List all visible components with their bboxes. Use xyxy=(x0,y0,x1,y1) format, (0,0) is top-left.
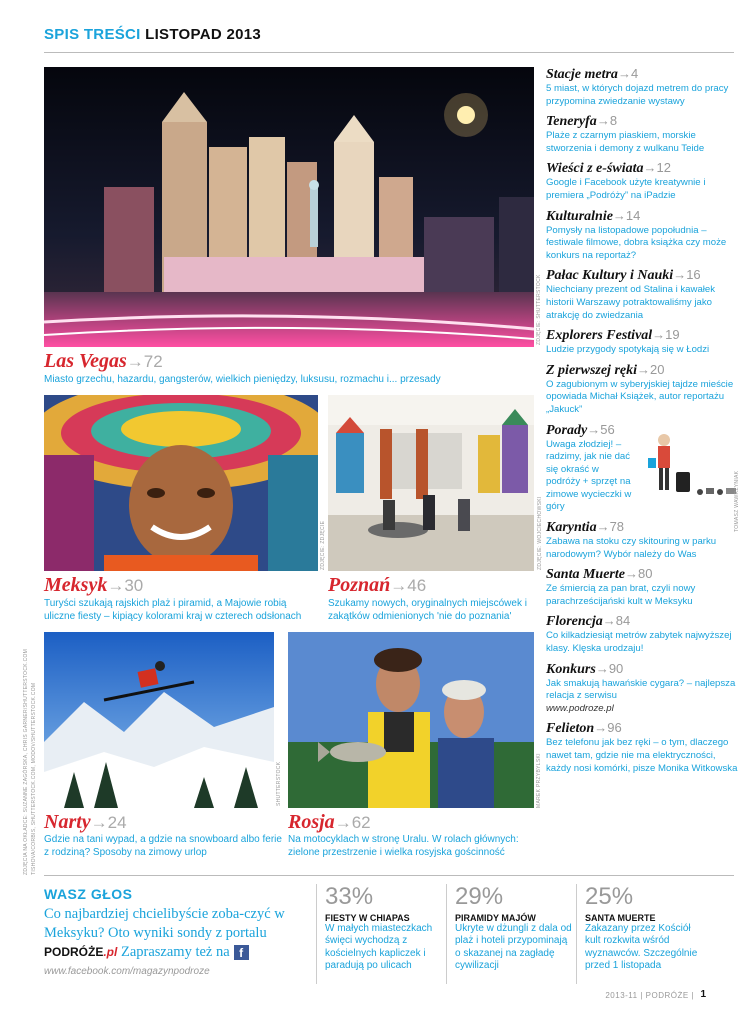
page-ref: →96 xyxy=(594,720,622,736)
photo-credit: ZDJĘCIE: SHUTTERSTOCK xyxy=(536,274,542,345)
page-ref: →78 xyxy=(596,519,625,535)
page-ref: →16 xyxy=(673,267,701,283)
toc-entry-desc: Plaże z czarnym piaskiem, morskie stworzenia i demony z wulkanu Teide xyxy=(546,130,705,154)
cover-credit: TISHOVA/CORBIS, SHUTTERSTOCK.COM, MODOV/SHUTTERSTOCK.COM xyxy=(31,682,37,875)
toc-entry-title: Z pierwszej ręki xyxy=(546,362,637,378)
page-ref: →56 xyxy=(587,421,615,437)
toc-entry-title: Santa Muerte xyxy=(546,567,625,583)
toc-entry-desc: O zagubionym w syberyjskiej tajdze mieście opowiada Michał Książek, autor reportażu „Jakuck” xyxy=(546,378,734,415)
vote-title: WASZ GŁOS xyxy=(44,886,133,902)
page-ref: →14 xyxy=(612,207,641,223)
feature-desc-rosja: Na motocyklach w stronę Uralu. W rolach głównych: zielone przestrzenie i wielka rosyjska gościnność xyxy=(288,834,519,858)
feature-title-text: Narty xyxy=(44,811,91,833)
vote-divider xyxy=(44,875,734,876)
toc-entry-title: Teneryfa xyxy=(546,114,597,130)
toc-entry-desc: Zabawa na stoku czy skitouring w parku narodowym? Wybór należy do Was xyxy=(546,536,717,560)
toc-entry[interactable] xyxy=(546,422,742,515)
photo-credit: ZDJĘCIE: ZDJĘCIE xyxy=(320,520,326,570)
feature-title-narty[interactable] xyxy=(44,811,127,834)
las-vegas-photo[interactable] xyxy=(44,67,534,347)
page-ref: →24 xyxy=(90,813,127,832)
toc-entry[interactable] xyxy=(546,113,742,155)
feature-desc-poznan: Szukamy nowych, oryginalnych miejscówek i zakątków odmienionych 'nie do poznania' xyxy=(328,598,527,622)
meksyk-photo[interactable] xyxy=(44,395,318,571)
facebook-link[interactable]: www.facebook.com/magazynpodroze xyxy=(44,966,210,977)
toc-entry-desc: Co kilkadziesiąt metrów zabytek najwyższej klasy. Klęska urodzaju! xyxy=(546,630,732,655)
vote-text xyxy=(44,905,306,962)
toc-entry[interactable] xyxy=(546,160,742,202)
photo-credit: TOMASZ WAWRZYNIAK xyxy=(734,470,740,532)
narty-photo[interactable] xyxy=(44,632,274,808)
toc-entry-title: Karyntia xyxy=(546,520,597,536)
footer-issue: 2013-11 | PODRÓŻE | xyxy=(605,991,694,1000)
feature-title-text: Rosja xyxy=(288,811,335,833)
toc-entry-desc: Uwaga złodziej! – radzimy, jak nie dać się okraść w podróży + sprzęt na zimowe wycieczki w góry xyxy=(546,438,632,513)
page-ref: →72 xyxy=(126,352,163,371)
traveler-illustration xyxy=(640,428,740,508)
rosja-photo[interactable] xyxy=(288,632,534,808)
toc-entry[interactable] xyxy=(546,519,742,561)
feature-title-text: Poznań xyxy=(328,574,391,596)
page-header xyxy=(44,26,261,43)
toc-entry[interactable] xyxy=(546,327,742,357)
photo-credit: MAREK PRZYBYLSKI xyxy=(536,753,542,808)
poll-result xyxy=(576,884,704,984)
poznan-photo[interactable] xyxy=(328,395,534,571)
feature-desc-meksyk: Turyści szukają rajskich plaż i piramid, a Majowie robią uliczne fiesty – kipiący kolorami kraj w czterech odsłonach xyxy=(44,598,302,622)
toc-entry-desc: Ze śmiercią za pan brat, czyli nowy parachrześcijański kult w Meksyku xyxy=(546,583,696,607)
photo-credit: SHUTTERSTOCK xyxy=(276,761,282,806)
vote-intro: Co najbardziej chcielibyście zoba-czyć w Meksyku? Oto wyniki sondy z portalu xyxy=(44,906,285,941)
page-ref: →20 xyxy=(637,361,665,377)
toc-entry-title: Explorers Festival xyxy=(546,328,653,344)
toc-entry[interactable] xyxy=(546,613,742,655)
page-ref: →80 xyxy=(624,566,653,582)
poll-desc: Ukryte w dżungli z dala od plaż i hoteli przypominają o skazanej na zagładę cywilizacji xyxy=(455,923,572,972)
toc-entry-title: Florencja xyxy=(546,614,603,630)
poll-percent: 29% xyxy=(455,883,504,910)
toc-entry-desc: 5 miast, w których dojazd metrem do pracy przypomina zwiedzanie wystawy xyxy=(546,83,729,107)
toc-entry-title: Porady xyxy=(546,422,588,438)
feature-title-poznan[interactable] xyxy=(328,574,426,597)
poll-label: SANTA MUERTE xyxy=(585,913,656,923)
page-ref: →90 xyxy=(595,660,624,676)
toc-entry-title: Stacje metra xyxy=(546,67,618,82)
feature-desc-narty: Gdzie na tani wypad, a gdzie na snowboard albo ferie z rodziną? Sposoby na zimowy urlop xyxy=(44,834,282,858)
poll-result xyxy=(316,884,444,984)
poll-label: FIESTY W CHIAPAS xyxy=(325,913,410,923)
page-ref: →12 xyxy=(643,160,671,176)
logo-domain: .pl xyxy=(103,945,118,959)
toc-entry[interactable] xyxy=(546,267,742,322)
feature-title-rosja[interactable] xyxy=(288,811,371,834)
page-ref: →84 xyxy=(602,613,631,629)
logo-text: PODRÓŻE xyxy=(44,945,104,959)
poll-label: PIRAMIDY MAJÓW xyxy=(455,913,536,923)
toc-entry[interactable] xyxy=(546,66,742,108)
section-title: SPIS TREŚCI xyxy=(44,26,141,43)
page-ref: →46 xyxy=(390,576,427,595)
feature-title-las-vegas[interactable] xyxy=(44,350,163,373)
toc-entry-title: Felieton xyxy=(546,721,595,737)
feature-title-text: Las Vegas xyxy=(44,350,127,372)
website-link[interactable]: www.podroze.pl xyxy=(546,702,614,714)
page-ref: →19 xyxy=(652,327,680,343)
page-number: 1 xyxy=(700,989,706,1000)
toc-entry-title: Wieści z e-świata xyxy=(546,161,644,177)
feature-desc-las-vegas: Miasto grzechu, hazardu, gangsterów, wielkich pieniędzy, luksusu, rozmachu i... przesady xyxy=(44,374,441,385)
photo-credit: ZDJĘCIE: WOJCIECHOWSKI xyxy=(537,496,543,570)
header-divider xyxy=(44,52,734,53)
toc-entry-desc: Ludzie przygody spotykają się w Łodzi xyxy=(546,344,710,356)
toc-sidebar xyxy=(546,66,742,780)
poll-desc: W małych miasteczkach święci wychodzą z kościelnych kapliczek i paradują po ulicach xyxy=(325,923,433,972)
feature-title-text: Meksyk xyxy=(44,574,108,596)
vote-outro: Zapraszamy też na xyxy=(120,944,230,960)
toc-entry[interactable] xyxy=(546,566,742,608)
poll-percent: 25% xyxy=(585,883,634,910)
poll-percent: 33% xyxy=(325,883,374,910)
toc-entry-desc: Bez telefonu jak bez ręki – o tym, dlaczego nawet tam, gdzie nie ma elektryczności, każdy nosi komórki, pisze Monika Witkowska xyxy=(546,737,738,774)
page-ref: →4 xyxy=(617,66,639,81)
toc-entry[interactable] xyxy=(546,362,742,417)
toc-entry-desc: Pomysły na listopadowe popołudnia – festiwale filmowe, dobra książka czy może konkurs na reportaż? xyxy=(546,224,727,261)
poll-desc: Zakazany przez Kościół kult rozkwita wśród wyznawców. Szczególnie przed 1 listopada xyxy=(585,923,698,972)
page-ref: →62 xyxy=(334,813,371,832)
poll-result xyxy=(446,884,574,984)
toc-entry[interactable] xyxy=(546,720,742,775)
toc-entry-desc: Google i Facebook użyte kreatywnie i premiera „Podróży” na iPadzie xyxy=(546,177,706,201)
podroze-logo[interactable] xyxy=(44,945,117,959)
toc-entry-title: Konkurs xyxy=(546,661,596,677)
toc-entry-desc: Niechciany prezent od Stalina i kawałek historii Warszawy potraktowaliśmy jako atrakcję do zwiedzania xyxy=(546,284,716,321)
toc-entry-title: Kulturalnie xyxy=(546,208,613,224)
issue-title: LISTOPAD 2013 xyxy=(145,26,262,43)
toc-entry[interactable] xyxy=(546,208,742,263)
facebook-icon[interactable]: f xyxy=(234,945,249,960)
toc-entry[interactable] xyxy=(546,661,742,716)
page-ref: →8 xyxy=(596,113,618,129)
feature-title-meksyk[interactable] xyxy=(44,574,143,597)
cover-credit: ZDJĘCIA NA OKŁADCE: SUZANNE ZAGÓRSKA, CHRIS GARNER/SHUTTERSTOCK.COM xyxy=(23,648,29,875)
toc-entry-title: Pałac Kultury i Nauki xyxy=(546,268,674,284)
page-ref: →30 xyxy=(107,576,144,595)
toc-entry-desc: Jak smakują hawańskie cygara? – najlepsza relacja z serwisu xyxy=(546,677,736,702)
